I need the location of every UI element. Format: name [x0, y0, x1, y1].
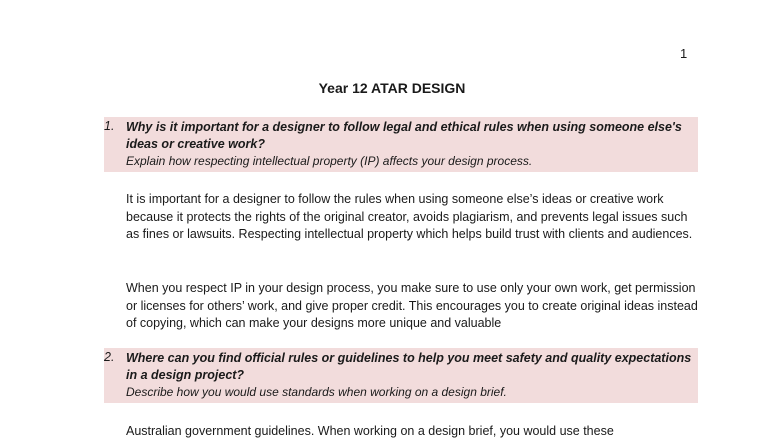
question-1-block [104, 117, 698, 172]
question-number: 1. [104, 119, 115, 133]
question-text: Where can you find official rules or guidelines to help you meet safety and quality expectations in a design project? [126, 351, 692, 382]
question-text: Why is it important for a designer to follow legal and ethical rules when using someone else's ideas or creative work? [126, 120, 682, 151]
question-number: 2. [104, 350, 115, 364]
page-number: 1 [680, 46, 688, 61]
question-prompt: Explain how respecting intellectual property (IP) affects your design process. [126, 154, 533, 168]
question-2-block [104, 348, 698, 403]
answer-paragraph: Australian government guidelines. When working on a design brief, you would use these [126, 424, 614, 438]
answer-paragraph: When you respect IP in your design process, you make sure to use only your own work, get permission or licenses for others’ work, and give proper credit. This encourages you to create original ideas instead of copying, which can make your designs more unique and valuable [126, 281, 698, 330]
document-title: Year 12 ATAR DESIGN [318, 80, 466, 96]
question-prompt: Describe how you would use standards when working on a design brief. [126, 385, 507, 399]
answer-paragraph: It is important for a designer to follow the rules when using someone else’s ideas or creative work because it protects the rights of the original creator, avoids plagiarism, and prevents legal issues such as fines or lawsuits. Respecting intellectual property which helps build trust with clients and audiences. [126, 192, 693, 241]
